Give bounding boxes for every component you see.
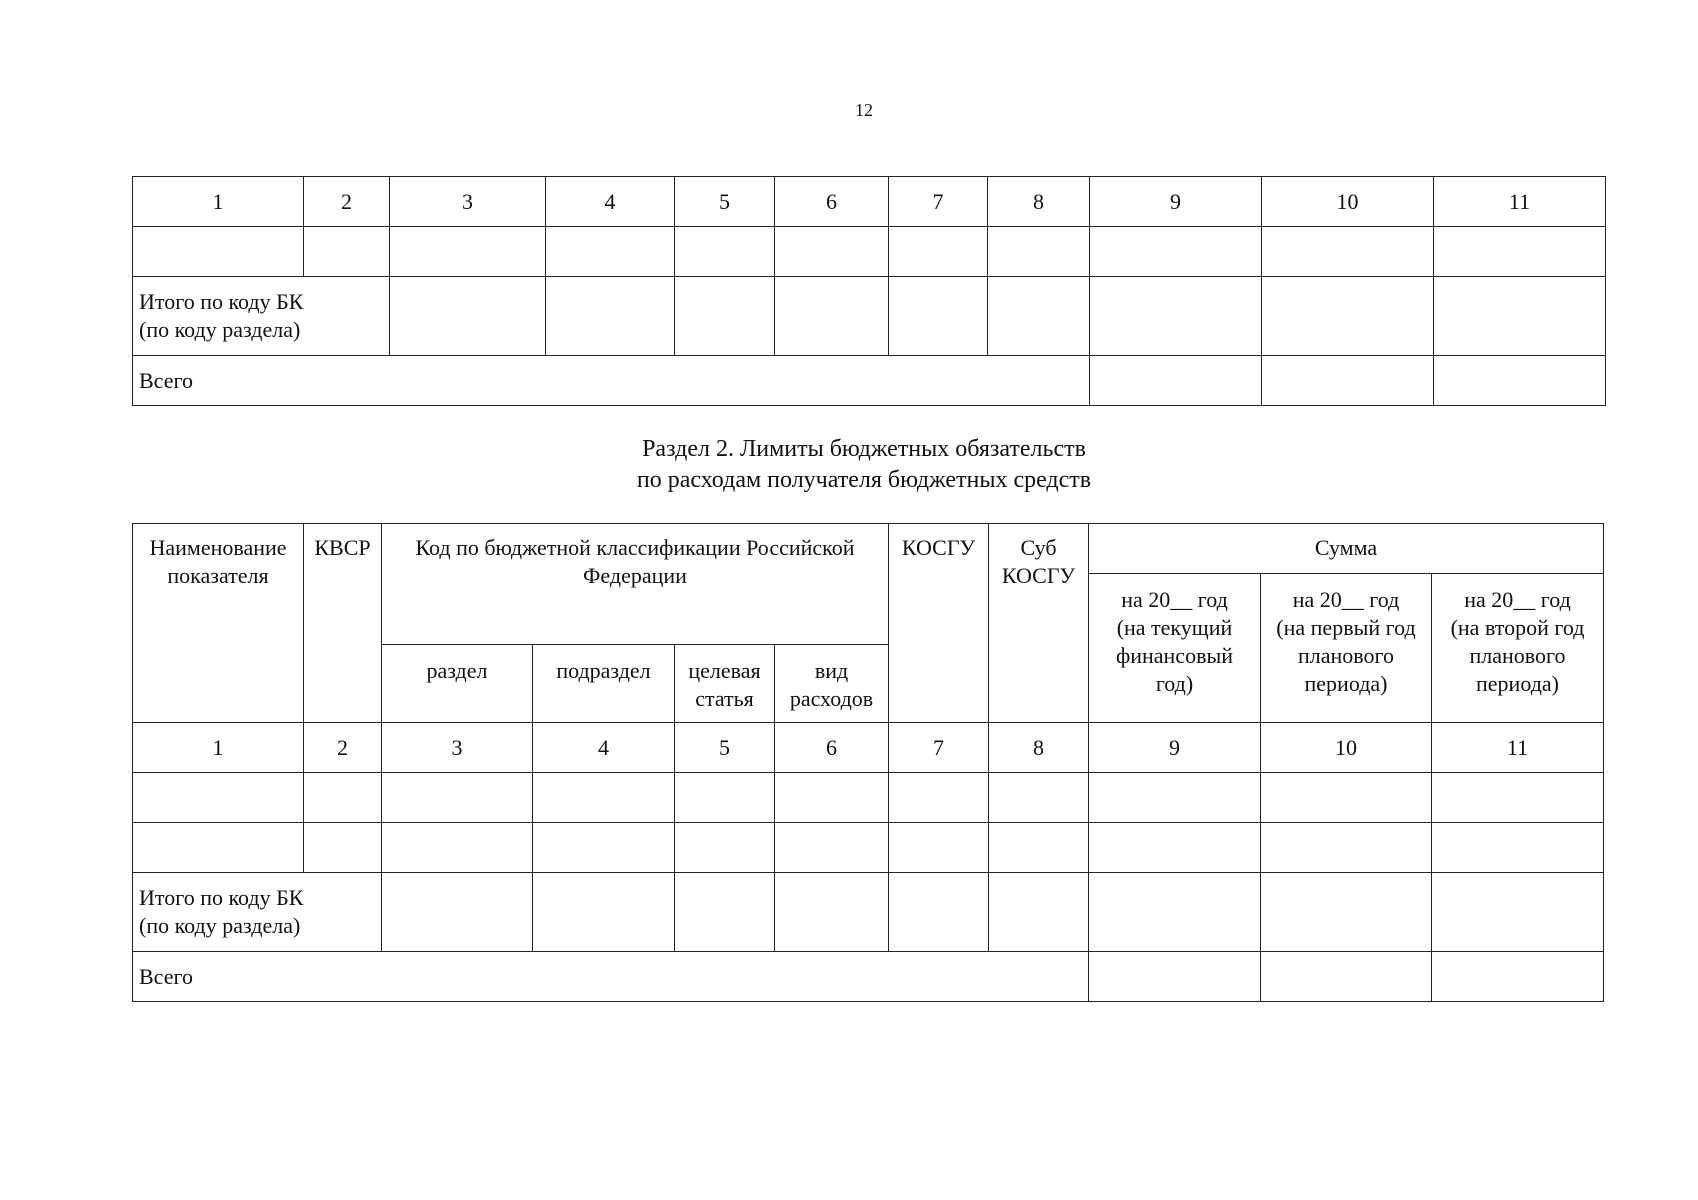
header-line: статья	[695, 686, 754, 711]
subtotal-row	[133, 873, 1604, 952]
col-number: 9	[1090, 177, 1262, 227]
col-number: 9	[1089, 723, 1261, 773]
empty-cell[interactable]	[1262, 227, 1434, 277]
empty-cell[interactable]	[133, 823, 304, 873]
empty-cell[interactable]	[675, 823, 775, 873]
empty-cell[interactable]	[133, 773, 304, 823]
col-number: 3	[390, 177, 546, 227]
empty-cell[interactable]	[1262, 356, 1434, 406]
empty-cell[interactable]	[988, 277, 1090, 356]
empty-cell[interactable]	[1432, 873, 1604, 952]
header-line: финансовый	[1115, 643, 1234, 668]
header-line: на 20__ год	[1464, 587, 1571, 612]
empty-cell[interactable]	[1261, 773, 1432, 823]
header-line: на 20__ год	[1292, 587, 1400, 612]
header-line: (на текущий	[1116, 615, 1233, 640]
empty-cell[interactable]	[1089, 823, 1261, 873]
empty-cell[interactable]	[1090, 227, 1262, 277]
empty-cell[interactable]	[390, 227, 546, 277]
col-number: 7	[889, 177, 988, 227]
section-code-header: раздел	[382, 645, 533, 723]
header-line: Федерации	[583, 563, 687, 588]
empty-cell[interactable]	[1261, 873, 1432, 952]
year2-header	[1261, 574, 1432, 723]
col-number: 8	[989, 723, 1089, 773]
empty-cell[interactable]	[546, 277, 675, 356]
empty-cell[interactable]	[1432, 773, 1604, 823]
empty-cell[interactable]	[1090, 277, 1262, 356]
col-number: 6	[775, 723, 889, 773]
empty-cell[interactable]	[1262, 277, 1434, 356]
column-number-row	[133, 177, 1606, 227]
empty-cell[interactable]	[1434, 356, 1606, 406]
header-line: планового	[1297, 643, 1394, 668]
col-number: 5	[675, 723, 775, 773]
col-number: 5	[675, 177, 775, 227]
col-number: 11	[1432, 723, 1604, 773]
expense-type-header	[775, 645, 889, 723]
subtotal-row	[133, 277, 1606, 356]
header-line: целевая	[688, 658, 761, 683]
empty-cell[interactable]	[382, 773, 533, 823]
empty-cell[interactable]	[889, 873, 989, 952]
header-line: (на первый год	[1276, 615, 1416, 640]
subtotal-label-line: Итого по коду БК	[139, 885, 304, 910]
empty-cell[interactable]	[675, 227, 775, 277]
empty-cell[interactable]	[1261, 823, 1432, 873]
section-title-line: по расходам получателя бюджетных средств	[636, 467, 1092, 493]
sub-kosgu-header	[989, 524, 1089, 723]
empty-cell[interactable]	[1089, 773, 1261, 823]
bk-code-header	[382, 524, 889, 645]
empty-cell[interactable]	[675, 873, 775, 952]
kvsr-header: КВСР	[304, 524, 382, 723]
empty-cell[interactable]	[304, 773, 382, 823]
col-number: 4	[546, 177, 675, 227]
table-row	[133, 227, 1606, 277]
empty-cell[interactable]	[889, 823, 989, 873]
empty-cell[interactable]	[546, 227, 675, 277]
col-number: 2	[304, 177, 390, 227]
header-line: периода)	[1476, 671, 1559, 696]
empty-cell[interactable]	[1089, 952, 1261, 1002]
empty-cell[interactable]	[889, 227, 988, 277]
empty-cell[interactable]	[775, 823, 889, 873]
empty-cell[interactable]	[533, 773, 675, 823]
header-line: Наименование	[149, 535, 287, 560]
col-number: 3	[382, 723, 533, 773]
sum-header: Сумма	[1089, 524, 1604, 574]
subtotal-label-line: (по коду раздела)	[139, 913, 301, 938]
header-line: КОСГУ	[1001, 563, 1076, 588]
subtotal-label	[133, 873, 382, 952]
header-line: планового	[1469, 643, 1566, 668]
subtotal-label-line: (по коду раздела)	[139, 317, 301, 342]
subtotal-label-line: Итого по коду БК	[139, 289, 304, 314]
table-row	[133, 823, 1604, 873]
header-line: (на второй год	[1450, 615, 1585, 640]
header-line: Код по бюджетной классификации Российской	[415, 535, 855, 560]
empty-cell[interactable]	[304, 823, 382, 873]
col-number: 10	[1261, 723, 1432, 773]
header-row	[133, 524, 1604, 574]
kosgu-header: КОСГУ	[889, 524, 989, 723]
empty-cell[interactable]	[675, 773, 775, 823]
indicator-name-header	[133, 524, 304, 723]
empty-cell[interactable]	[775, 873, 889, 952]
col-number: 7	[889, 723, 989, 773]
col-number: 4	[533, 723, 675, 773]
col-number: 8	[988, 177, 1090, 227]
empty-cell[interactable]	[1432, 823, 1604, 873]
col-number: 2	[304, 723, 382, 773]
empty-cell[interactable]	[675, 277, 775, 356]
header-line: вид	[814, 658, 849, 683]
empty-cell[interactable]	[304, 227, 390, 277]
continuation-table	[132, 176, 1606, 406]
table-row	[133, 773, 1604, 823]
empty-cell[interactable]	[1434, 227, 1606, 277]
empty-cell[interactable]	[988, 227, 1090, 277]
empty-cell[interactable]	[1432, 952, 1604, 1002]
empty-cell[interactable]	[1089, 873, 1261, 952]
section-title	[0, 434, 1698, 496]
empty-cell[interactable]	[989, 823, 1089, 873]
empty-cell[interactable]	[889, 277, 988, 356]
target-article-header	[675, 645, 775, 723]
subtotal-label	[133, 277, 390, 356]
budget-limits-table	[132, 523, 1604, 1002]
header-line: периода)	[1304, 671, 1388, 696]
empty-cell[interactable]	[889, 773, 989, 823]
col-number: 1	[133, 723, 304, 773]
col-number: 10	[1262, 177, 1434, 227]
header-line: год)	[1155, 671, 1194, 696]
year1-header	[1089, 574, 1261, 723]
empty-cell[interactable]	[390, 277, 546, 356]
total-label: Всего	[133, 952, 1089, 1002]
empty-cell[interactable]	[382, 823, 533, 873]
col-number: 1	[133, 177, 304, 227]
empty-cell[interactable]	[382, 873, 533, 952]
subsection-code-header: подраздел	[533, 645, 675, 723]
empty-cell[interactable]	[775, 227, 889, 277]
section-title-line: Раздел 2. Лимиты бюджетных обязательств	[642, 436, 1086, 462]
empty-cell[interactable]	[775, 773, 889, 823]
total-label: Всего	[133, 356, 1090, 406]
column-number-row	[133, 723, 1604, 773]
col-number: 11	[1434, 177, 1606, 227]
empty-cell[interactable]	[1261, 952, 1432, 1002]
empty-cell[interactable]	[1434, 277, 1606, 356]
page-number: 12	[855, 100, 873, 120]
empty-cell[interactable]	[133, 227, 304, 277]
empty-cell[interactable]	[989, 773, 1089, 823]
empty-cell[interactable]	[1090, 356, 1262, 406]
col-number: 6	[775, 177, 889, 227]
empty-cell[interactable]	[775, 277, 889, 356]
header-line: расходов	[789, 686, 874, 711]
header-line: показателя	[167, 563, 269, 588]
empty-cell[interactable]	[989, 873, 1089, 952]
empty-cell[interactable]	[533, 823, 675, 873]
total-row	[133, 356, 1606, 406]
total-row	[133, 952, 1604, 1002]
header-line: на 20__ год	[1121, 587, 1228, 612]
empty-cell[interactable]	[533, 873, 675, 952]
header-line: Суб	[1020, 535, 1057, 560]
year3-header	[1432, 574, 1604, 723]
